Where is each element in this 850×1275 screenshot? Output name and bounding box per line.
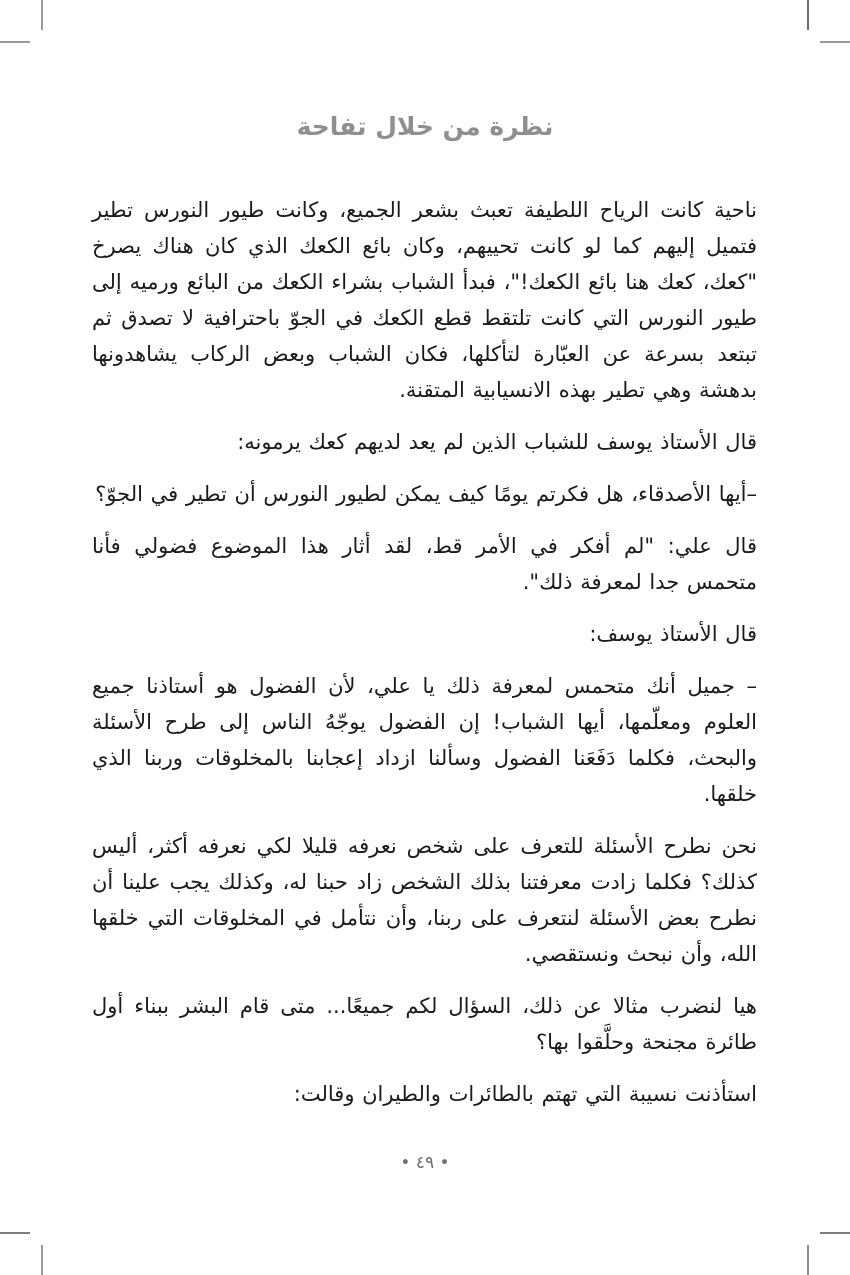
crop-mark-bottom-left-horizontal <box>0 1232 30 1234</box>
paragraph: قال الأستاذ يوسف للشباب الذين لم يعد لديهم كعك يرمونه: <box>237 430 757 454</box>
page-number: • ٤٩ • <box>400 1153 450 1173</box>
paragraph: قال علي: "لم أفكر في الأمر قط، لقد أثار هذا الموضوع فضولي فأنا متحمس جدا لمعرفة ذلك". <box>92 534 757 594</box>
paragraph: استأذنت نسيبة التي تهتم بالطائرات والطيران وقالت: <box>293 1082 757 1106</box>
chapter-title: نظرة من خلال تفاحة <box>296 112 554 141</box>
crop-mark-bottom-right-vertical <box>807 1245 809 1275</box>
paragraph: –أيها الأصدقاء، هل فكرتم يومًا كيف يمكن لطيور النورس أن تطير في الجوّ؟ <box>95 482 757 506</box>
story-body <box>92 192 757 1128</box>
crop-mark-top-right-horizontal <box>820 41 850 43</box>
crop-mark-bottom-left-vertical <box>41 1245 43 1275</box>
crop-mark-bottom-right-horizontal <box>820 1232 850 1234</box>
paragraph: هيا لنضرب مثالا عن ذلك، السؤال لكم جميعًا... متى قام البشر ببناء أول طائرة مجنحة وحلَّقوا بها؟ <box>92 994 757 1054</box>
crop-mark-top-left-horizontal <box>0 41 30 43</box>
crop-mark-top-right-vertical <box>807 0 809 30</box>
paragraph: قال الأستاذ يوسف: <box>589 622 757 646</box>
paragraph: – جميل أنك متحمس لمعرفة ذلك يا علي، لأن الفضول هو أستاذنا جميع العلوم ومعلّمها، أيها الشباب! إن الفضول يوجّهُ الناس إلى طرح الأسئلة والبحث، فكلما دَفَعَنا الفضول وسألنا ازداد إعجابنا بالمخلوقات وربنا الذي خلقها. <box>92 674 757 806</box>
paragraph: ناحية كانت الرياح اللطيفة تعبث بشعر الجميع، وكانت طيور النورس تطير فتميل إليهم كما لو كانت تحييهم، وكان بائع الكعك الذي كان هناك يصرخ "كعك، كعك هنا بائع الكعك!"، فبدأ الشباب بشراء الكعك من البائع ورميه إلى طيور النورس التي كانت تلتقط قطع الكعك في الجوّ باحترافية لا تصدق ثم تبتعد بسرعة عن العبّارة لتأكلها، فكان الشباب وبعض الركاب يشاهدونها بدهشة وهي تطير بهذه الانسيابية المتقنة. <box>92 198 757 402</box>
crop-mark-top-left-vertical <box>41 0 43 30</box>
paragraph: نحن نطرح الأسئلة للتعرف على شخص نعرفه قليلا لكي نعرفه أكثر، أليس كذلك؟ فكلما زادت معرفتنا بذلك الشخص زاد حبنا له، وكذلك يجب علينا أن نطرح بعض الأسئلة لنتعرف على ربنا، وأن نتأمل في المخلوقات التي خلقها الله، وأن نبحث ونستقصي. <box>92 834 757 966</box>
